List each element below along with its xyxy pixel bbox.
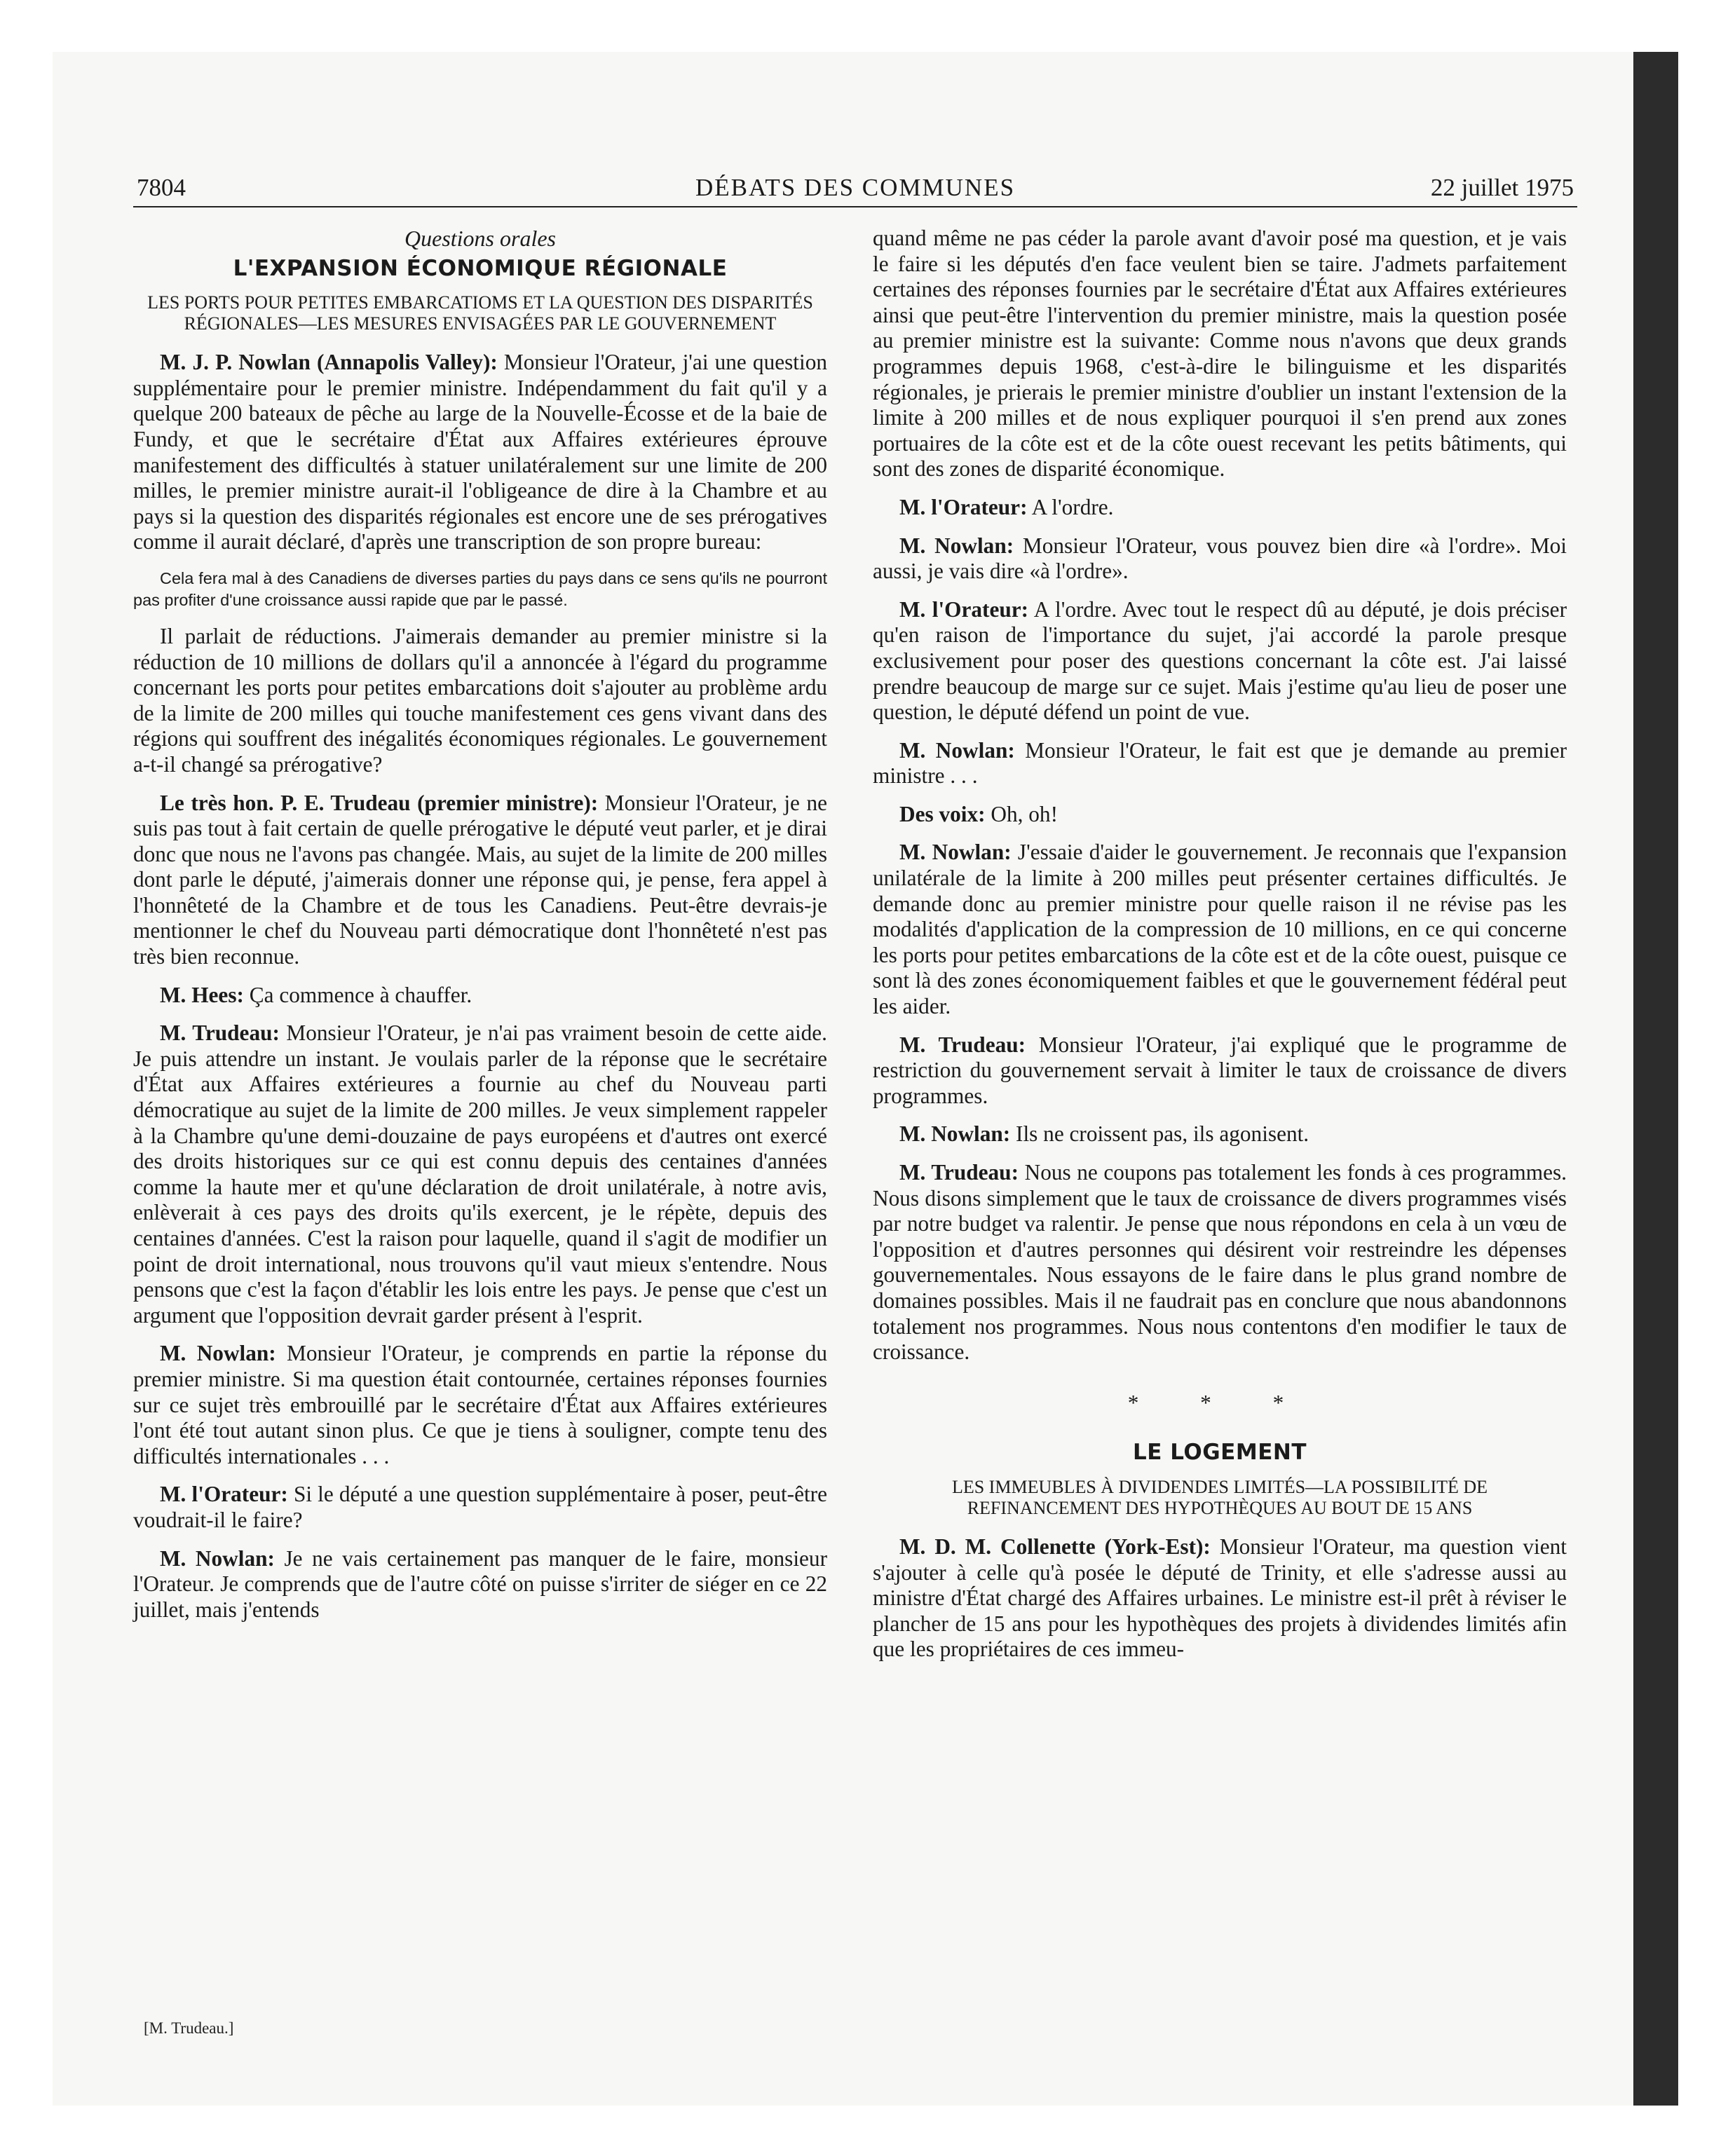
speaker-name: M. Nowlan: — [899, 840, 1012, 865]
speech-text: Monsieur l'Orateur, je comprends en partie la réponse du premier ministre. Si ma question était contournée, certaines réponses fournies sur ce sujet très embrouillé par le secrétaire d'État aux Affaires extérieures l'ont été tout autant sinon plus. Ce que je tiens à souligner, compte tenu des difficultés internationales . . . — [133, 1341, 827, 1468]
speech-paragraph — [133, 1021, 827, 1328]
speech-text: Monsieur l'Orateur, le fait est que je demande au premier ministre . . . — [873, 737, 1567, 789]
speech-text: Si le député a une question supplémentaire à poser, peut-être voudrait-il le faire? — [133, 1482, 827, 1532]
speech-text: Monsieur l'Orateur, j'ai une question supplémentaire pour le premier ministre. Indépendamment du fait qu'il y a quelque 200 bateaux de pêche au large de la Nouvelle-Écosse et de la baie de Fundy, et que le secrétaire d'État aux Affaires extérieures éprouve manifestement des difficultés à statuer unilatéralement sur une limite de 200 milles, le premier ministre aurait-il l'obligeance de dire à la Chambre et au pays si la question des disparités régionales est encore une de ses prérogatives comme il aurait déclaré, d'après une transcription de son propre bureau: — [133, 350, 827, 554]
speech-paragraph — [873, 1121, 1567, 1147]
speech-paragraph — [873, 495, 1567, 521]
speech-text: A l'ordre. — [1027, 494, 1114, 519]
speaker-name: M. Trudeau: — [160, 1021, 280, 1046]
left-column — [133, 226, 827, 1635]
speech-text: Oh, oh! — [985, 801, 1059, 826]
speaker-name: M. Nowlan: — [160, 1546, 275, 1571]
speech-paragraph — [873, 1032, 1567, 1110]
speech-text: Monsieur l'Orateur, je n'ai pas vraiment besoin de cette aide. Je puis attendre un instant. Je voulais parler de la réponse que le secrétaire d'État aux Affaires extérieures a fournie au chef du Nouveau parti démocratique au sujet de la limite de 200 milles. Je veux simplement rappeler à la Chambre qu'une demi-douzaine de pays européens et d'autres ont exercé des droits historiques sur ce qui est connu depuis des centaines d'années comme la haute mer et qu'une déclaration de droit unilatérale, à notre avis, enlèverait à ces pays des droits qu'ils exercent, je le répète, depuis des centaines d'années. C'est la raison pour laquelle, quand il s'agit de modifier un point de droit international, nous trouvons qu'il vaut mieux s'entendre. Nous pensons que c'est la façon d'établir les lois entre les pays. Je pense que c'est un argument que l'opposition devrait garder présent à l'esprit. — [133, 1021, 827, 1328]
speech-paragraph — [873, 597, 1567, 725]
speaker-name: M. l'Orateur: — [899, 596, 1029, 622]
quotation: Cela fera mal à des Canadiens de diverses parties du pays dans ce sens qu'ils ne pourront pas profiter d'une croissance aussi rapide que par le passé. — [133, 568, 827, 609]
section-subtitle: LES IMMEUBLES À DIVIDENDES LIMITÉS—LA POSSIBILITÉ DE REFINANCEMENT DES HYPOTHÈQUES AU BOUT DE 15 ANS — [951, 1476, 1488, 1518]
section-separator: * * * — [1127, 1390, 1312, 1415]
speaker-name: M. Nowlan: — [899, 533, 1014, 558]
speech-paragraph — [133, 1482, 827, 1533]
speech-paragraph — [873, 1534, 1567, 1663]
speaker-name: M. Nowlan: — [160, 1341, 276, 1366]
publication-title: DÉBATS DES COMMUNES — [695, 174, 1016, 201]
speech-paragraph — [133, 983, 827, 1009]
speech-text: Nous ne coupons pas totalement les fonds à ces programmes. Nous disons simplement que le taux de croissance de divers programmes visés par notre budget va ralentir. Je pense que nous répondons en cela à un vœu de l'opposition et d'autres personnes qui désirent voir restreindre les dépenses gouvernementales. Nous essayons de le faire dans le plus grand nombre de domaines possibles. Mais il ne faudrait pas en conclure que nous abandonnons totalement nos programmes. Nous nous contentons d'en modifier le taux de croissance. — [873, 1160, 1567, 1365]
page-number: 7804 — [137, 174, 186, 201]
speech-text: Je ne vais certainement pas manquer de le faire, monsieur l'Orateur. Je comprends que de l'autre côté on puisse s'irriter de siéger en ce 22 juillet, mais j'entends — [133, 1546, 827, 1622]
speech-text: Monsieur l'Orateur, ma question vient s'ajouter à celle qu'à posée le député de Trinity, et elle s'adresse aussi au ministre d'État chargé des Affaires urbaines. Le ministre est-il prêt à réviser le plancher de 15 ans pour les hypothèques des projets à dividendes limités afin que les propriétaires de ces immeu- — [873, 1534, 1567, 1662]
speech-paragraph — [873, 802, 1567, 828]
speech-paragraph — [873, 533, 1567, 585]
speaker-name: M. Trudeau: — [899, 1160, 1019, 1185]
section-label: Questions orales — [404, 226, 556, 251]
page-header — [137, 174, 1574, 209]
speech-paragraph — [133, 1341, 827, 1469]
section-title: LE LOGEMENT — [1133, 1440, 1307, 1466]
speaker-name: Le très hon. P. E. Trudeau (premier ministre): — [160, 790, 599, 815]
speaker-name: M. Trudeau: — [899, 1032, 1026, 1057]
speech-paragraph — [133, 350, 827, 555]
speech-text: Ça commence à chauffer. — [243, 982, 472, 1007]
speaker-name: M. Hees: — [160, 982, 244, 1007]
speaker-name: M. l'Orateur: — [160, 1482, 288, 1507]
speaker-name: Des voix: — [899, 801, 986, 826]
speech-paragraph: Il parlait de réductions. J'aimerais demander au premier ministre si la réduction de 10 millions de dollars qu'il a annoncée à l'égard du programme concernant les ports pour petites embarcations doit s'ajouter au problème ardu de la limite de 200 milles qui touche manifestement ces gens vivant dans des régions qui souffrent des inégalités économiques régionales. Le gouvernement a-t-il changé sa prérogative? — [133, 623, 827, 777]
speech-text: Monsieur l'Orateur, je ne suis pas tout à fait certain de quelle prérogative le député veut parler, et je dirai donc que nous ne l'avons pas changée. Mais, au sujet de la limite de 200 milles dont parle le député, j'aimerais donner une réponse qui, je pense, fera appel à l'honnêteté de la Chambre et de tous les Canadiens. Peut-être devrais-je mentionner le chef du Nouveau parti démocratique dont l'honnêteté n'est pas très bien reconnue. — [133, 790, 827, 969]
speech-text: Monsieur l'Orateur, j'ai expliqué que le programme de restriction du gouvernement servait à limiter le taux de croissance de divers programmes. — [873, 1032, 1567, 1108]
publication-date: 22 juillet 1975 — [1430, 174, 1574, 201]
speech-paragraph — [133, 1546, 827, 1623]
speaker-name: M. Nowlan: — [899, 1121, 1011, 1147]
speech-text: Ils ne croissent pas, ils agonisent. — [1010, 1121, 1309, 1147]
header-rule — [133, 206, 1577, 207]
right-column — [873, 226, 1567, 1675]
speech-text: Monsieur l'Orateur, vous pouvez bien dire «à l'ordre». Moi aussi, je vais dire «à l'ordre». — [873, 533, 1567, 584]
speaker-name: M. Nowlan: — [899, 737, 1015, 763]
section-title: L'EXPANSION ÉCONOMIQUE RÉGIONALE — [233, 255, 728, 281]
page-footnote: [M. Trudeau.] — [144, 2019, 234, 2037]
speech-paragraph — [873, 1160, 1567, 1365]
speech-paragraph — [133, 791, 827, 970]
section-subtitle: LES PORTS POUR PETITES EMBARCATIOMS ET LA QUESTION DES DISPARITÉS RÉGIONALES—LES MESURES ENVISAGÉES PAR LE GOUVERNEMENT — [147, 292, 813, 334]
speech-paragraph — [873, 840, 1567, 1019]
speaker-name: M. l'Orateur: — [899, 494, 1028, 519]
speech-text: A l'ordre. Avec tout le respect dû au député, je dois préciser qu'en raison de l'importance du sujet, j'ai accordé la parole presque exclusivement pour poser des questions concernant la côte est. J'ai laissé prendre beaucoup de marge sur ce sujet. Mais j'estime qu'au lieu de poser une question, le député défend un point de vue. — [873, 596, 1567, 725]
speaker-name: M. D. M. Collenette (York-Est): — [899, 1534, 1211, 1559]
speech-text: J'essaie d'aider le gouvernement. Je reconnais que l'expansion unilatérale de la limite à 200 milles peut présenter certaines difficultés. Je demande donc au premier ministre pour quelle raison il ne révise pas les modalités d'application de la compression de 10 millions, en ce qui concerne les ports pour petites embarcations de la côte est et de la côte ouest, puisque ce sont là des zones économiquement faibles et que le gouvernement fédéral peut les aider. — [873, 840, 1567, 1019]
speech-continuation: quand même ne pas céder la parole avant d'avoir posé ma question, et je vais le faire si les députés d'en face veulent bien se taire. J'admets parfaitement certaines des réponses fournies par le secrétaire d'État aux Affaires extérieures ainsi que peut-être l'intervention du premier ministre, mais la question posée au premier ministre est la suivante: Comme nous n'avons que deux grands programmes depuis 1968, c'est-à-dire le bilinguisme et les disparités régionales, je prierais le premier ministre d'oublier un instant l'extension de la limite à 200 milles et de nous expliquer pourquoi il s'en prend aux zones portuaires de la côte est et de la côte ouest recevant les petits bâtiments, qui sont des zones de disparité économique. — [873, 226, 1567, 482]
scan-edge-bar — [1633, 52, 1678, 2106]
speech-paragraph — [873, 738, 1567, 789]
speaker-name: M. J. P. Nowlan (Annapolis Valley): — [160, 350, 498, 375]
